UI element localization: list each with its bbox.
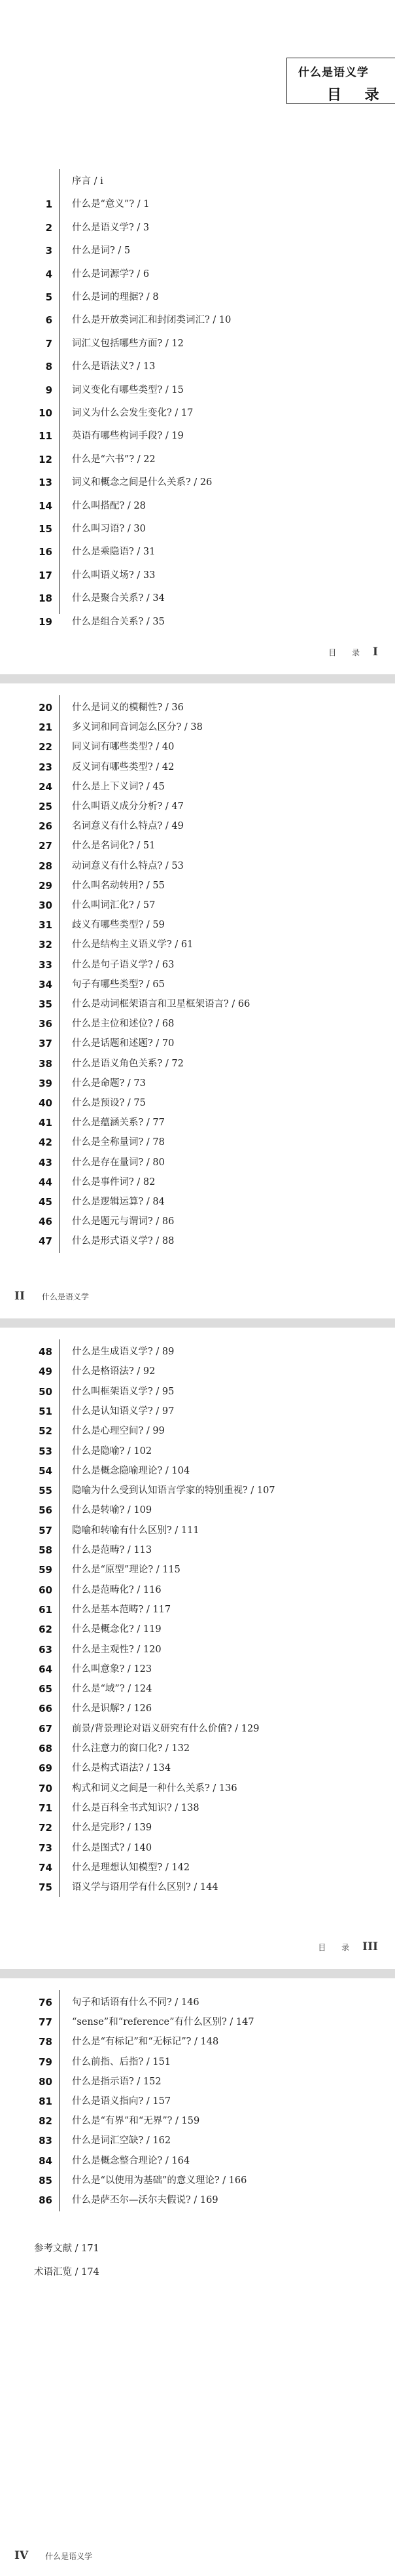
toc-entry-number: 58 [39, 1544, 52, 1556]
toc-entry[interactable] [0, 566, 395, 585]
page-footer [318, 1940, 378, 1953]
toc-entry[interactable] [0, 380, 395, 400]
toc-entry-number: 18 [39, 592, 52, 605]
toc-entry-number: 12 [39, 453, 52, 465]
toc-entry[interactable] [0, 1660, 395, 1679]
toc-entry-number: 74 [39, 1861, 52, 1874]
toc-entry-title: 什么是存在量词? / 80 [72, 1157, 165, 1168]
toc-entry-number: 38 [39, 1057, 52, 1070]
toc-entry-title: 什么叫词汇化? / 57 [72, 900, 156, 911]
toc-entry-number: 37 [39, 1038, 52, 1050]
toc-entry[interactable] [0, 2052, 395, 2072]
toc-entry-number: 51 [39, 1405, 52, 1417]
toc-entry[interactable] [0, 955, 395, 975]
toc-entry-number: 49 [39, 1366, 52, 1378]
page-number: II [14, 1290, 25, 1303]
toc-entry-number: 53 [39, 1445, 52, 1457]
toc-entry[interactable] [0, 1342, 395, 1362]
toc-entry-title: 什么是“六书”? / 22 [72, 454, 156, 465]
toc-entry-number: 48 [39, 1346, 52, 1358]
toc-entry-title: 什么是萨丕尔—沃尔夫假说? / 169 [72, 2195, 218, 2205]
toc-entry-number: 36 [39, 1018, 52, 1030]
toc-entry[interactable] [0, 1133, 395, 1152]
toc-entry-number: 13 [39, 477, 52, 489]
toc-entry-number: 71 [39, 1802, 52, 1814]
toc-entry-title: 什么是“有界”和“无界”? / 159 [72, 2116, 200, 2127]
toc-entry[interactable] [0, 1212, 395, 1231]
toc-entry-title: 什么是基本范畴? / 117 [72, 1604, 171, 1615]
toc-entry[interactable] [0, 519, 395, 539]
appendix-entry[interactable] [0, 2239, 395, 2259]
toc-entry-number: 72 [39, 1822, 52, 1834]
toc-entry[interactable] [0, 1620, 395, 1639]
toc-entry-title: 什么是概念整合理论? / 164 [72, 2155, 190, 2166]
toc-entry[interactable] [0, 1382, 395, 1402]
toc-entry-number: 34 [39, 978, 52, 990]
toc-entry-title: 构式和词义之间是一种什么关系? / 136 [72, 1783, 237, 1794]
toc-entry-title: 什么是概念隐喻理论? / 104 [72, 1465, 190, 1476]
toc-entry[interactable] [0, 2111, 395, 2131]
toc-entry-title: 什么叫语义成分分析? / 47 [72, 801, 184, 812]
toc-entry[interactable] [0, 357, 395, 376]
toc-entry-title: 什么是词的理据? / 8 [72, 292, 159, 302]
toc-entry-number: 42 [39, 1136, 52, 1149]
toc-entry[interactable] [0, 2032, 395, 2052]
toc-entry-title: 什么是动词框架语言和卫星框架语言? / 66 [72, 999, 250, 1009]
toc-entry-number: 70 [39, 1782, 52, 1794]
toc-entry-number: 1 [45, 198, 52, 211]
toc-entry-title: 语义学与语用学有什么区别? / 144 [72, 1882, 218, 1893]
toc-entry-number: 16 [39, 546, 52, 558]
toc-entry[interactable] [0, 589, 395, 608]
toc-entry[interactable] [0, 1838, 395, 1858]
toc-entry-title: 歧义有哪些类型? / 59 [72, 920, 165, 931]
toc-entry[interactable] [0, 994, 395, 1014]
toc-entry-number: 73 [39, 1841, 52, 1854]
toc-entry-number: 44 [39, 1176, 52, 1188]
toc-entry[interactable] [0, 2151, 395, 2171]
toc-entry[interactable] [0, 737, 395, 757]
toc-entry-number: 23 [39, 761, 52, 773]
toc-entry-number: 22 [39, 741, 52, 753]
toc-entry[interactable] [0, 403, 395, 423]
toc-entry-number: 64 [39, 1663, 52, 1675]
toc-entry-title: 什么是图式? / 140 [72, 1842, 152, 1853]
toc-entry-title: 什么是逻辑运算? / 84 [72, 1197, 165, 1207]
toc-entry-title: 什么是指示语? / 152 [72, 2076, 162, 2087]
toc-entry-number: 54 [39, 1464, 52, 1477]
toc-entry-number: 55 [39, 1485, 52, 1497]
toc-entry-number: 40 [39, 1097, 52, 1109]
toc-entry-title: 什么叫框架语义学? / 95 [72, 1386, 175, 1397]
toc-entry-number: 28 [39, 860, 52, 872]
toc-entry[interactable] [0, 1014, 395, 1034]
toc-entry-title: 词义为什么会发生变化? / 17 [72, 408, 194, 418]
toc-entry-title: 什么是开放类词汇和封闭类词汇? / 10 [72, 315, 232, 326]
toc-entry[interactable] [0, 975, 395, 994]
toc-entry[interactable] [0, 1699, 395, 1718]
toc-entry-number: 11 [39, 430, 52, 443]
running-book-title: 什么是语义学 [41, 1292, 89, 1301]
toc-entry[interactable] [0, 1461, 395, 1481]
toc-entry[interactable] [0, 450, 395, 469]
toc-entry[interactable] [0, 264, 395, 284]
appendix-entry[interactable] [0, 2262, 395, 2282]
toc-entry-number: 26 [39, 820, 52, 833]
toc-entry[interactable] [0, 1172, 395, 1192]
toc-entry-title: 什么是心理空间? / 99 [72, 1426, 165, 1437]
toc-entry-title: 什么是话题和述题? / 70 [72, 1038, 175, 1049]
toc-entry[interactable] [0, 2012, 395, 2032]
toc-entry-title: 什么前指、后指? / 151 [72, 2056, 171, 2067]
toc-entry[interactable] [0, 542, 395, 562]
toc-entry-number: 14 [39, 499, 52, 512]
toc-entry-title: 什么是完形? / 139 [72, 1823, 152, 1834]
toc-entry[interactable] [0, 2072, 395, 2092]
toc-entry[interactable] [0, 1600, 395, 1620]
toc-entry-number: 79 [39, 2056, 52, 2068]
toc-entry-title: 句子和话语有什么不同? / 146 [72, 1997, 199, 2008]
toc-entry-number: 52 [39, 1425, 52, 1438]
toc-entry-number: 5 [45, 291, 52, 303]
toc-entry[interactable] [0, 1442, 395, 1461]
toc-entry-number: 10 [39, 407, 52, 419]
toc-entry-title: 什么是“原型”理论? / 115 [72, 1565, 180, 1576]
toc-entry-title: 什么是认知语义学? / 97 [72, 1406, 175, 1417]
toc-entry[interactable] [0, 757, 395, 777]
toc-entry[interactable] [0, 1798, 395, 1818]
toc-entry[interactable] [0, 1500, 395, 1520]
toc-entry-title: 隐喻和转喻有什么区别? / 111 [72, 1525, 199, 1536]
toc-entry-number: 6 [45, 314, 52, 327]
toc-entry[interactable] [0, 1560, 395, 1580]
toc-entry-number: 76 [39, 1997, 52, 2008]
toc-entry[interactable] [0, 1818, 395, 1838]
toc-page-3 [0, 1328, 395, 1969]
page-footer [14, 1290, 89, 1303]
toc-entry[interactable] [0, 1034, 395, 1053]
toc-entry-number: 41 [39, 1117, 52, 1129]
toc-entry-number: 4 [45, 268, 52, 280]
toc-entry[interactable] [0, 1580, 395, 1600]
toc-entry[interactable] [0, 241, 395, 261]
toc-entry[interactable] [0, 1521, 395, 1540]
toc-entry-number: 61 [39, 1603, 52, 1616]
toc-entry-number: 80 [39, 2075, 52, 2088]
toc-entry-number: 45 [39, 1196, 52, 1208]
toc-entry-title: 什么是词汇空缺? / 162 [72, 2135, 171, 2147]
toc-entry[interactable] [0, 172, 395, 191]
toc-entry[interactable] [0, 218, 395, 238]
toc-entry-title: 什么是乘隐语? / 31 [72, 547, 156, 558]
toc-entry-number: 82 [39, 2115, 52, 2128]
toc-entry[interactable] [0, 2131, 395, 2150]
page-gap [0, 1318, 395, 1328]
toc-entry-number: 8 [45, 361, 52, 373]
toc-entry-title: 什么叫搭配? / 28 [72, 500, 146, 511]
toc-entry[interactable] [0, 310, 395, 330]
toc-entry-number: 62 [39, 1624, 52, 1636]
toc-entry[interactable] [0, 334, 395, 354]
toc-entry[interactable] [0, 2092, 395, 2111]
toc-entry-title: 名词意义有什么特点? / 49 [72, 821, 184, 832]
toc-entry-title: “sense”和“reference”有什么区别? / 147 [72, 2017, 254, 2028]
page-gap [0, 1969, 395, 1978]
toc-entry[interactable] [0, 1719, 395, 1739]
toc-entry-title: 什么是事件词? / 82 [72, 1176, 156, 1188]
footer-label: 目 录 [328, 648, 367, 657]
toc-entry-number: 20 [39, 702, 52, 714]
toc-page-4 [0, 1978, 395, 2576]
toc-entry-number: 86 [39, 2194, 52, 2206]
toc-entry[interactable] [0, 1093, 395, 1113]
toc-entry-title: 什么是蕴涵关系? / 77 [72, 1117, 165, 1129]
toc-entry-number: 81 [39, 2095, 52, 2107]
toc-entry-number: 60 [39, 1584, 52, 1596]
toc-entry-title: 什么是语义指向? / 157 [72, 2096, 171, 2107]
toc-entry-number: 56 [39, 1504, 52, 1517]
toc-entry-title: 什么是格语法? / 92 [72, 1366, 156, 1377]
toc-entry-title: 什么是句子语义学? / 63 [72, 959, 175, 970]
toc-entry[interactable] [0, 717, 395, 737]
toc-entry-number: 57 [39, 1524, 52, 1536]
appendix-entry-title: 参考文献 / 171 [34, 2243, 99, 2254]
toc-entry[interactable] [0, 1640, 395, 1660]
toc-entry-title: 什么是预设? / 75 [72, 1098, 146, 1108]
toc-entry-number: 84 [39, 2154, 52, 2167]
toc-entry-title: 什么是生成语义学? / 89 [72, 1347, 175, 1357]
toc-entry-number: 68 [39, 1743, 52, 1754]
toc-entry[interactable] [0, 876, 395, 896]
toc-entry[interactable] [0, 473, 395, 492]
toc-entry-title: 什么是形式语义学? / 88 [72, 1236, 175, 1247]
toc-entry-number: 17 [39, 569, 52, 581]
toc-entry-title: 前景/背景理论对语义研究有什么价值? / 129 [72, 1723, 260, 1734]
toc-entry[interactable] [0, 896, 395, 915]
toc-entry-title: 英语有哪些构词手段? / 19 [72, 431, 184, 442]
toc-entry-title: 什么注意力的窗口化? / 132 [72, 1743, 190, 1754]
toc-entry-title: 什么是“域”? / 124 [72, 1684, 152, 1695]
toc-entry[interactable] [0, 856, 395, 876]
toc-entry-number: 85 [39, 2174, 52, 2186]
toc-entry-number: 25 [39, 801, 52, 812]
toc-entry-title: 反义词有哪些类型? / 42 [72, 761, 175, 772]
toc-entry[interactable] [0, 1878, 395, 1897]
toc-entry-title: 什么是概念化? / 119 [72, 1624, 162, 1635]
toc-entry[interactable] [0, 777, 395, 797]
toc-entry-title: 什么是范畴? / 113 [72, 1545, 152, 1555]
toc-entry[interactable] [0, 915, 395, 935]
toc-entry-number: 39 [39, 1077, 52, 1089]
toc-entry-number: 9 [45, 384, 52, 396]
toc-entry[interactable] [0, 2190, 395, 2210]
toc-entry-title: 什么是主观性? / 120 [72, 1644, 162, 1655]
toc-entry[interactable] [0, 1113, 395, 1133]
header-rule-side [286, 58, 287, 103]
toc-entry-title: 什么是名词化? / 51 [72, 841, 156, 852]
toc-entry-title: 什么是题元与谓词? / 86 [72, 1216, 175, 1227]
toc-entry[interactable] [0, 797, 395, 816]
toc-entry-number: 30 [39, 899, 52, 911]
toc-entry-title: 什么叫习语? / 30 [72, 524, 146, 534]
toc-entry[interactable] [0, 1362, 395, 1381]
toc-entry-number: 27 [39, 840, 52, 852]
toc-entry-title: 词义和概念之间是什么关系? / 26 [72, 477, 213, 488]
toc-entry-number: 50 [39, 1385, 52, 1398]
toc-entry-title: 什么叫名动转用? / 55 [72, 880, 165, 891]
page-gap [0, 674, 395, 683]
toc-entry-title: 什么是“以使用为基础”的意义理论? / 166 [72, 2175, 247, 2186]
toc-entry-number: 69 [39, 1762, 52, 1775]
toc-entry-number: 24 [39, 780, 52, 793]
toc-entry-title: 什么是构式语法? / 134 [72, 1763, 171, 1774]
toc-entry-number: 65 [39, 1683, 52, 1696]
toc-entry[interactable] [0, 1074, 395, 1093]
toc-entry[interactable] [0, 698, 395, 717]
toc-entry-number: 67 [39, 1722, 52, 1735]
toc-entry-title: 什么是语义角色关系? / 72 [72, 1058, 184, 1069]
running-book-title: 什么是语义学 [45, 2552, 93, 2561]
toc-entry-title: 词汇义包括哪些方面? / 12 [72, 338, 184, 349]
toc-entry-title: 什么是范畴化? / 116 [72, 1584, 162, 1595]
footer-label: 目 录 [318, 1943, 356, 1952]
toc-entry-number: 66 [39, 1703, 52, 1715]
toc-page-1 [0, 0, 395, 674]
toc-entry-number: 32 [39, 939, 52, 951]
toc-entry-number: 3 [45, 245, 52, 257]
toc-entry-number: 75 [39, 1881, 52, 1894]
toc-entry[interactable] [0, 287, 395, 307]
toc-entry-title: 同义词有哪些类型? / 40 [72, 742, 175, 753]
toc-entry-number: 35 [39, 998, 52, 1010]
toc-entry[interactable] [0, 1231, 395, 1251]
toc-entry[interactable] [0, 1402, 395, 1421]
toc-entry[interactable] [0, 1993, 395, 2012]
toc-entry[interactable] [0, 1421, 395, 1441]
toc-entry[interactable] [0, 612, 395, 632]
toc-entry-title: 什么叫语义场? / 33 [72, 570, 156, 581]
toc-entry[interactable] [0, 816, 395, 836]
toc-entry-title: 什么是“意义”? / 1 [72, 199, 150, 210]
toc-page-2 [0, 683, 395, 1318]
toc-entry-number: 78 [39, 2036, 52, 2048]
toc-entry-number: 43 [39, 1156, 52, 1169]
toc-entry-title: 什么是词? / 5 [72, 245, 131, 257]
toc-entry-number: 46 [39, 1216, 52, 1228]
toc-entry[interactable] [0, 1540, 395, 1560]
toc-entry-title: 隐喻为什么受到认知语言学家的特别重视? / 107 [72, 1485, 275, 1497]
toc-entry[interactable] [0, 935, 395, 954]
toc-entry[interactable] [0, 1153, 395, 1172]
toc-entry-title: 什么是隐喻? / 102 [72, 1445, 152, 1457]
toc-entry-title: 多义词和同音词怎么区分? / 38 [72, 722, 203, 733]
toc-entry-title: 什么是全称量词? / 78 [72, 1137, 165, 1148]
toc-entry[interactable] [0, 1481, 395, 1500]
toc-entry-title: 什么是词源学? / 6 [72, 268, 150, 280]
toc-entry-title: 什么是命题? / 73 [72, 1078, 146, 1089]
toc-entry-title: 词义变化有哪些类型? / 15 [72, 384, 184, 395]
toc-entry[interactable] [0, 1739, 395, 1758]
toc-entry-number: 7 [45, 337, 52, 350]
toc-entry-title: 什么是语义学? / 3 [72, 222, 150, 233]
page-number: III [362, 1940, 378, 1953]
toc-entry-title: 什么是百科全书式知识? / 138 [72, 1802, 199, 1813]
toc-entry-title: 什么是理想认知模型? / 142 [72, 1862, 190, 1873]
toc-entry-title: 什么是语法义? / 13 [72, 361, 156, 372]
toc-entry[interactable] [0, 426, 395, 446]
toc-entry-number: 29 [39, 879, 52, 892]
toc-entry-title: 什么是上下义词? / 45 [72, 781, 165, 792]
toc-entry-number: 47 [39, 1235, 52, 1248]
toc-entry[interactable] [0, 1054, 395, 1074]
page-number: I [373, 645, 378, 659]
toc-entry-number: 33 [39, 958, 52, 971]
toc-entry-number: 19 [39, 615, 52, 628]
toc-entry-number: 83 [39, 2135, 52, 2147]
toc-entry-title: 什么是转喻? / 109 [72, 1505, 152, 1516]
page-footer [14, 2549, 92, 2562]
toc-entry-title: 什么是主位和述位? / 68 [72, 1019, 175, 1030]
page-footer [328, 645, 378, 659]
toc-entry-number: 2 [45, 221, 52, 234]
toc-entry[interactable] [0, 1779, 395, 1798]
page-number: IV [14, 2549, 29, 2562]
toc-entry[interactable] [0, 194, 395, 214]
toc-entry-title: 什么是组合关系? / 35 [72, 616, 165, 627]
toc-entry-title: 动词意义有什么特点? / 53 [72, 860, 184, 871]
toc-entry-number: 77 [39, 2016, 52, 2029]
toc-entry-title: 什么是识解? / 126 [72, 1703, 152, 1714]
appendix-entry-title: 术语汇览 / 174 [34, 2267, 99, 2277]
running-book-title: 什么是语义学 [298, 66, 369, 79]
toc-entry-title: 什么是“有标记”和“无标记”? / 148 [72, 2037, 219, 2048]
toc-entry-title: 什么叫意象? / 123 [72, 1663, 152, 1675]
toc-entry[interactable] [0, 836, 395, 856]
toc-entry-number: 31 [39, 919, 52, 932]
toc-entry-title: 序言 / i [72, 176, 103, 187]
toc-entry[interactable] [0, 1679, 395, 1699]
toc-entry[interactable] [0, 2171, 395, 2190]
toc-entry-number: 21 [39, 721, 52, 734]
toc-entry[interactable] [0, 496, 395, 516]
toc-entry[interactable] [0, 1858, 395, 1878]
toc-heading: 目 录 [327, 87, 388, 103]
toc-entry-number: 63 [39, 1643, 52, 1656]
toc-entry-title: 什么是结构主义语义学? / 61 [72, 939, 194, 951]
toc-entry-number: 59 [39, 1564, 52, 1576]
toc-entry-title: 什么是聚合关系? / 34 [72, 593, 165, 604]
toc-entry[interactable] [0, 1758, 395, 1778]
toc-entry-number: 15 [39, 523, 52, 535]
toc-entry-title: 什么是词义的模糊性? / 36 [72, 702, 184, 713]
toc-entry-title: 句子有哪些类型? / 65 [72, 979, 165, 990]
toc-entry[interactable] [0, 1192, 395, 1212]
